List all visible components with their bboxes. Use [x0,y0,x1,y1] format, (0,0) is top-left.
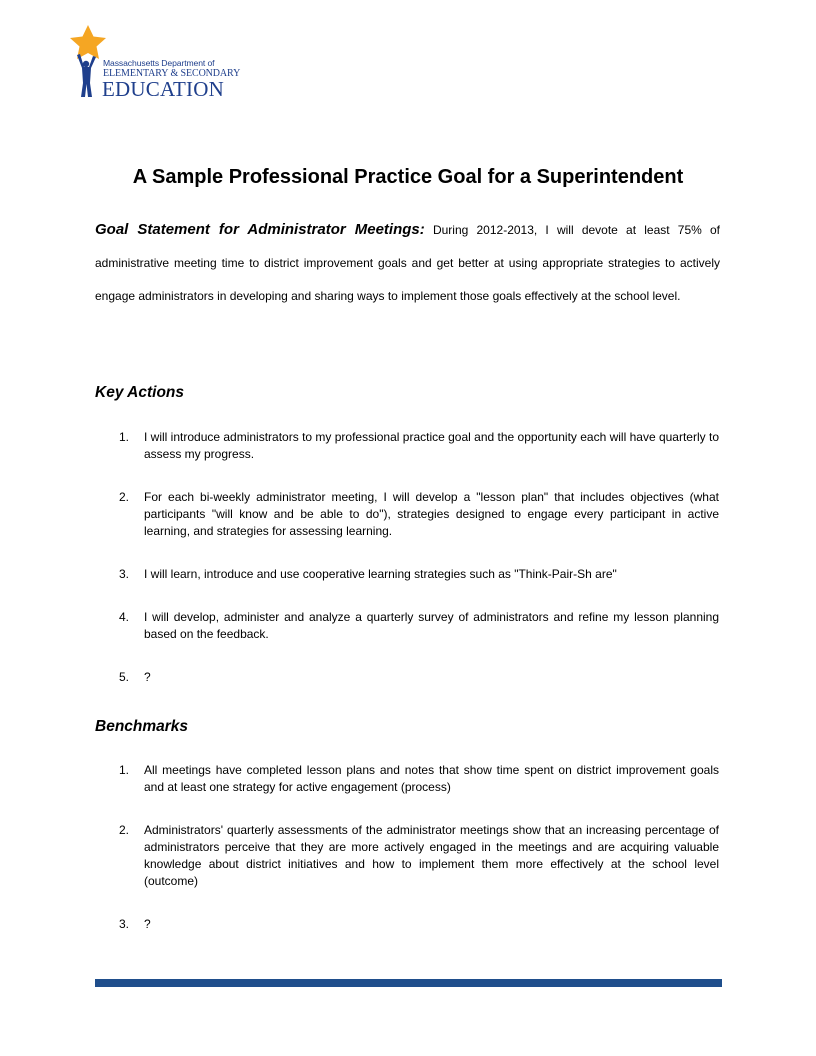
list-text: I will develop, administer and analyze a quarterly survey of administrators and refine my lesson planning based on the feedback. [144,610,719,641]
list-text: Administrators' quarterly assessments of the administrator meetings show that an increasing percentage of administrators perceive that they are more actively engaged in the meetings and are acquiring valuable knowledge about district initiatives and how to implement them more effectively at the school level (outcome) [144,823,719,888]
list-number: 1. [119,430,130,444]
list-number: 5. [119,670,130,684]
list-item [95,566,719,583]
list-item [95,489,719,540]
dese-logo [68,25,241,101]
list-text: I will introduce administrators to my professional practice goal and the opportunity each will have quarterly to assess my progress. [144,430,719,461]
list-text: I will learn, introduce and use cooperative learning strategies such as "Think-Pair-Sh are" [144,567,617,581]
footer-bar [95,979,722,987]
goal-text: During 2012-2013, I will devote at least 75% of administrative meeting time to district improvement goals and get better at using appropriate strategies to actively engage administrators in developing and sharing ways to implement those goals effectively at the school level. [95,223,721,303]
list-text: ? [144,670,151,684]
goal-statement [95,213,720,313]
list-number: 4. [119,610,130,624]
list-item [95,916,719,933]
list-number: 2. [119,823,130,837]
list-number: 1. [119,763,130,777]
benchmarks-list [95,762,719,959]
list-item [95,609,719,643]
logo-line-2: ELEMENTARY & SECONDARY [103,68,241,79]
key-actions-heading: Key Actions [95,384,185,401]
list-text: ? [144,917,151,931]
list-number: 2. [119,490,130,504]
list-number: 3. [119,567,130,581]
logo-line-1: Massachusetts Department of [103,58,215,68]
list-item [95,669,719,686]
key-actions-list [95,429,719,712]
list-item [95,429,719,463]
logo-line-3: EDUCATION [102,77,224,101]
list-item [95,822,719,890]
list-item [95,762,719,796]
benchmarks-heading: Benchmarks [95,718,189,735]
page-title: A Sample Professional Practice Goal for a Superintendent [132,166,684,188]
list-text: All meetings have completed lesson plans and notes that show time spent on district improvement goals and at least one strategy for active engagement (process) [144,763,719,794]
list-text: For each bi-weekly administrator meeting, I will develop a "lesson plan" that includes objectives (what participants "will know and be able to do"), strategies designed to engage every participant in active learning, and strategies for assessing learning. [144,490,719,538]
goal-label: Goal Statement for Administrator Meetings: [95,221,425,238]
list-number: 3. [119,917,130,931]
